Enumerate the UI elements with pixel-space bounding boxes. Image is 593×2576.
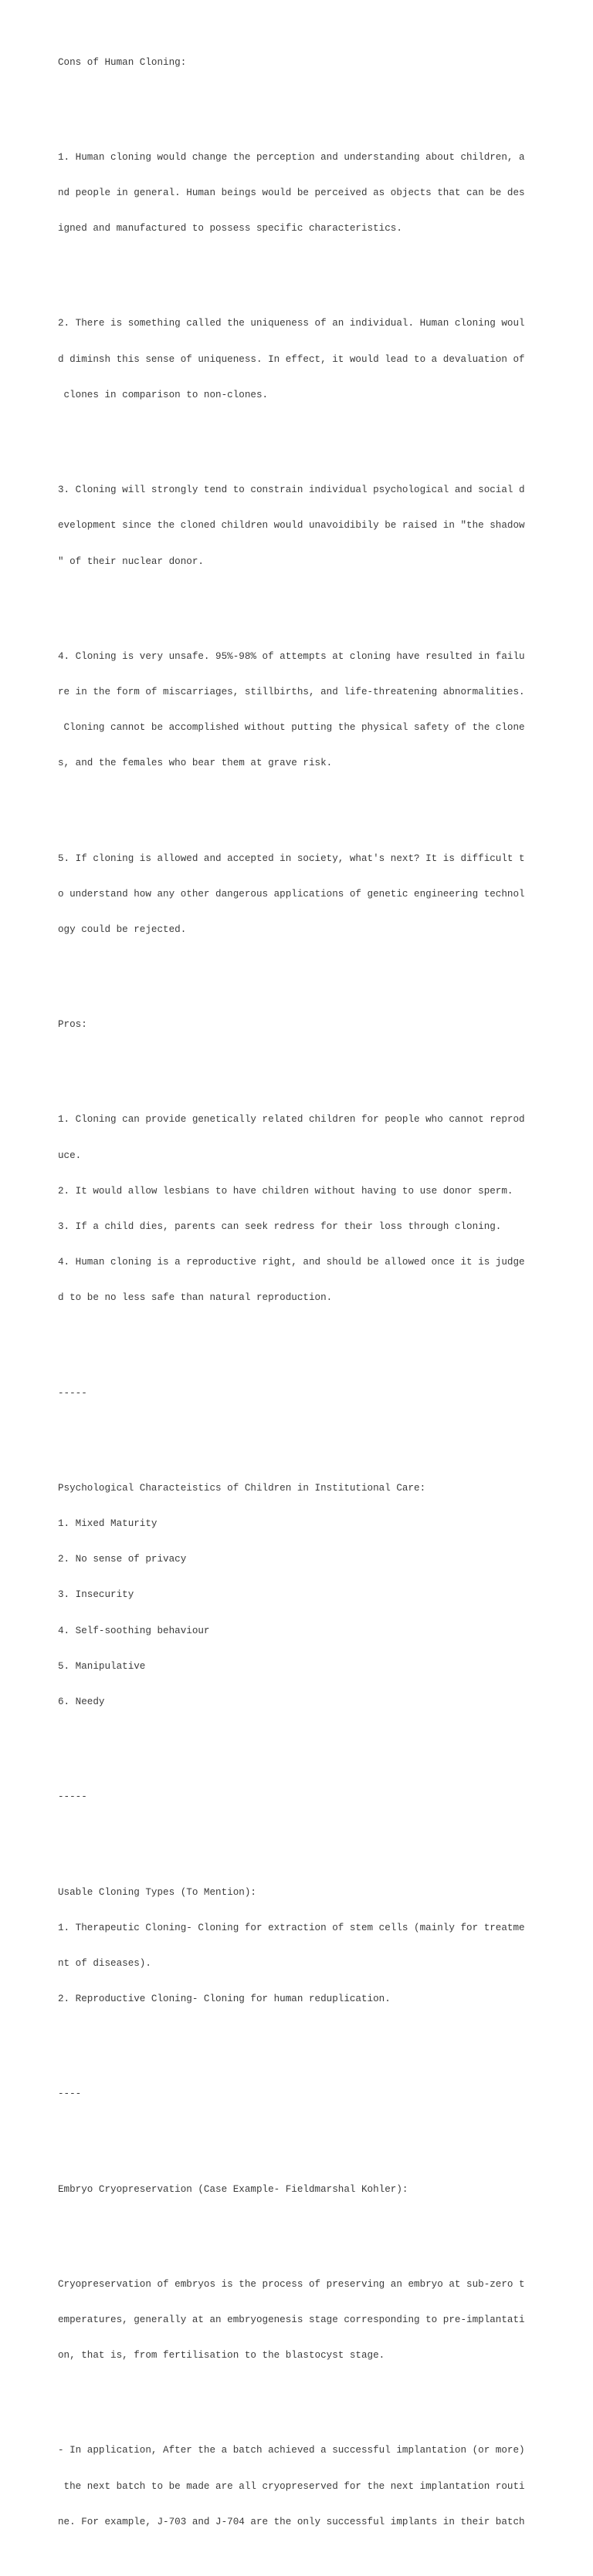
text-line: emperatures, generally at an embryogenesis stage corresponding to pre-implantati bbox=[58, 2314, 525, 2325]
separator bbox=[58, 1767, 521, 1827]
text-line: 2. It would allow lesbians to have children without having to use donor sperm. bbox=[58, 1185, 513, 1197]
text-line: o understand how any other dangerous applications of genetic engineering technol bbox=[58, 888, 525, 900]
document-page bbox=[58, 9, 525, 2576]
cryopreservation-application bbox=[58, 2422, 525, 2552]
text-line: d diminsh this sense of uniqueness. In effect, it would lead to a devaluation of bbox=[58, 353, 525, 365]
heading-cons bbox=[58, 33, 521, 93]
cons-item-3 bbox=[58, 461, 525, 591]
text-line: 4. Cloning is very unsafe. 95%-98% of attempts at cloning have resulted in failu bbox=[58, 650, 525, 662]
text-line: clones in comparison to non-clones. bbox=[58, 389, 269, 400]
text-line: 1. Cloning can provide genetically related children for people who cannot reprod bbox=[58, 1114, 525, 1126]
pros-list bbox=[58, 1091, 525, 1329]
text-line: 4. Human cloning is a reproductive right, and should be allowed once it is judge bbox=[58, 1257, 525, 1268]
text-line: 5. Manipulative bbox=[58, 1660, 146, 1672]
text-line: uce. bbox=[58, 1150, 82, 1161]
text-line: d to be no less safe than natural reproduction. bbox=[58, 1292, 333, 1304]
text-line: the next batch to be made are all cryopreserved for the next implantation routi bbox=[58, 2480, 525, 2492]
text-line: 2. No sense of privacy bbox=[58, 1554, 187, 1565]
cons-item-2 bbox=[58, 295, 525, 425]
text-line: " of their nuclear donor. bbox=[58, 555, 204, 567]
heading-pros bbox=[58, 995, 521, 1055]
heading-embryo-cryopreservation bbox=[58, 2160, 521, 2220]
text-line: 1. Human cloning would change the perception and understanding about children, a bbox=[58, 151, 525, 163]
text-line: s, and the females who bear them at grave risk. bbox=[58, 758, 333, 769]
text-line: 6. Needy bbox=[58, 1697, 105, 1708]
text-line: ne. For example, J-703 and J-704 are the only successful implants in their batch bbox=[58, 2516, 525, 2527]
text-line: 1. Therapeutic Cloning- Cloning for extraction of stem cells (mainly for treatme bbox=[58, 1922, 525, 1933]
text-line: Usable Cloning Types (To Mention): bbox=[58, 1886, 256, 1898]
text-line: 1. Mixed Maturity bbox=[58, 1518, 158, 1530]
text-line: evelopment since the cloned children would unavoidibily be raised in "the shadow bbox=[58, 520, 525, 532]
text-line: Psychological Characteistics of Children in Institutional Care: bbox=[58, 1482, 426, 1494]
text-line: 5. If cloning is allowed and accepted in society, what's next? It is difficult t bbox=[58, 852, 525, 864]
text-line: ---- bbox=[58, 2088, 82, 2100]
text-line: nd people in general. Human beings would be perceived as objects that can be des bbox=[58, 187, 525, 199]
text-line: 3. If a child dies, parents can seek redress for their loss through cloning. bbox=[58, 1221, 502, 1232]
text-line: on, that is, from fertilisation to the blastocyst stage. bbox=[58, 2350, 385, 2362]
text-line: ogy could be rejected. bbox=[58, 923, 187, 935]
text-line: 3. Cloning will strongly tend to constrain individual psychological and social d bbox=[58, 484, 525, 496]
cons-item-5 bbox=[58, 829, 525, 960]
text-line: nt of diseases). bbox=[58, 1957, 151, 1969]
text-line: 2. Reproductive Cloning- Cloning for human reduplication. bbox=[58, 1994, 391, 2005]
text-line: ----- bbox=[58, 1791, 87, 1803]
text-line: - In application, After the a batch achieved a successful implantation (or more) bbox=[58, 2445, 525, 2456]
text-line: 3. Insecurity bbox=[58, 1589, 134, 1601]
separator bbox=[58, 1364, 521, 1423]
text-line: ----- bbox=[58, 1387, 87, 1399]
psych-characteristics-list bbox=[58, 1459, 521, 1732]
cons-item-1 bbox=[58, 128, 525, 258]
text-line: igned and manufactured to possess specific characteristics. bbox=[58, 223, 402, 235]
cryopreservation-definition bbox=[58, 2255, 525, 2385]
separator bbox=[58, 2065, 521, 2125]
text-line: re in the form of miscarriages, stillbirths, and life-threatening abnormalities. bbox=[58, 686, 525, 697]
cloning-types-list bbox=[58, 1863, 525, 2030]
text-line: Cons of Human Cloning: bbox=[58, 56, 187, 68]
text-line: Embryo Cryopreservation (Case Example- Fieldmarshal Kohler): bbox=[58, 2183, 408, 2195]
text-line: Cryopreservation of embryos is the process of preserving an embryo at sub-zero t bbox=[58, 2278, 525, 2290]
text-line: 4. Self-soothing behaviour bbox=[58, 1625, 210, 1636]
cons-item-4 bbox=[58, 627, 525, 794]
text-line: Cloning cannot be accomplished without putting the physical safety of the clone bbox=[58, 722, 525, 734]
text-line: 2. There is something called the uniqueness of an individual. Human cloning woul bbox=[58, 318, 525, 329]
text-line: Pros: bbox=[58, 1019, 87, 1031]
